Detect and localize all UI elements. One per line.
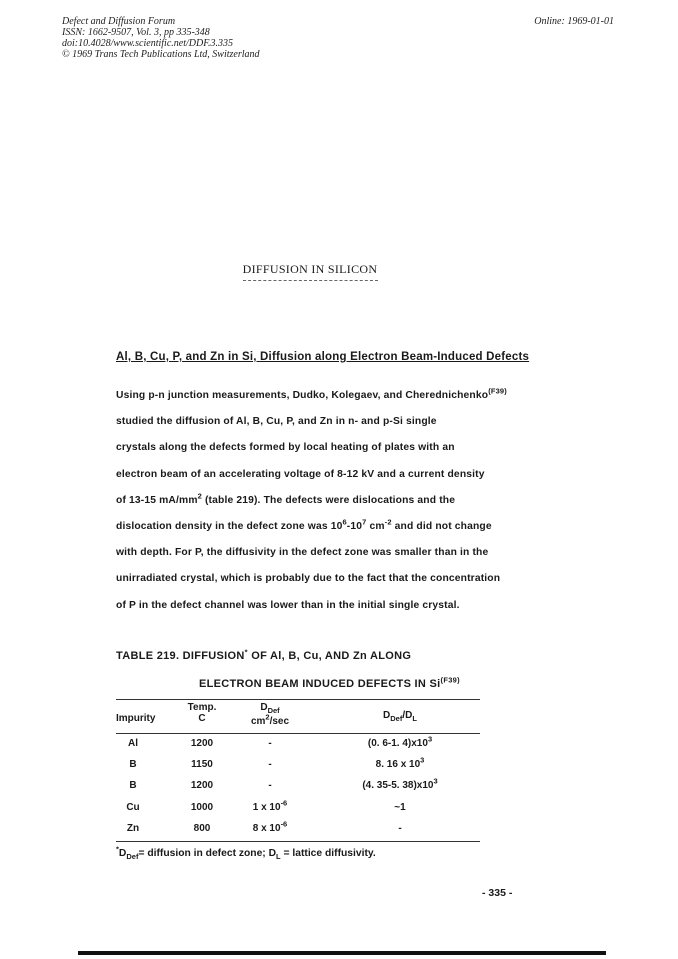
journal-header <box>62 16 260 60</box>
col-header-temp: Temp. C <box>187 702 217 724</box>
table-cell-impurity: Al <box>128 738 138 749</box>
table-cell-ratio: 8. 16 x $10^3$ <box>375 755 425 770</box>
para-line: with depth. For P, the diffusivity in the defect zone was smaller than in the <box>116 547 489 559</box>
para-line: crystals along the defects formed by local heating of plates with an <box>116 442 455 454</box>
reference-marker: (F39) <box>488 386 507 396</box>
table-cell-impurity: Zn <box>126 823 140 834</box>
table-cell-ratio: - <box>398 823 402 834</box>
col-header-impurity: Impurity <box>116 713 156 724</box>
para-line: Using p-n junction measurements, Dudko, Kolegaev, and Cherednichenko$^{(F39)}$ <box>116 386 507 401</box>
body-paragraph <box>116 383 586 619</box>
section-heading: Al, B, Cu, P, and Zn in Si, Diffusion along Electron Beam-Induced Defects <box>116 351 530 363</box>
table-bottom-rule <box>116 841 480 842</box>
page-title: DIFFUSION IN SILICON <box>242 262 378 276</box>
journal-name: Defect and Diffusion Forum <box>62 16 176 27</box>
table-cell-ddef: - <box>268 780 272 791</box>
journal-issn: ISSN: 1662-9507, Vol. 3, pp 335-348 <box>62 27 210 38</box>
table-cell-impurity: B <box>129 759 137 770</box>
table-cell-ratio: (0. 6-1. $4)x10^3$ <box>367 734 433 749</box>
journal-copyright: © 1969 Trans Tech Publications Ltd, Switzerland <box>62 49 260 60</box>
table-cell-temp: 800 <box>193 823 211 834</box>
title-underline <box>243 280 378 282</box>
table-cell-ddef: - <box>268 738 272 749</box>
para-line: unirradiated crystal, which is probably due to the fact that the concentration <box>116 573 501 585</box>
para-line: of P in the defect channel was lower than in the initial single crystal. <box>116 599 460 611</box>
table-cell-ratio: (4. 35-5. $38)x10^3$ <box>362 776 438 791</box>
para-line: studied the diffusion of Al, B, Cu, P, and Zn in n- and p-Si single <box>116 416 437 428</box>
table-cell-ddef: 1 x $10^{-6}$ <box>252 798 288 813</box>
para-line: of 13-15 $mA/mm^2$ (table 219). The defects were dislocations and the <box>116 491 456 506</box>
table-caption-line2: ELECTRON BEAM INDUCED DEFECTS IN $Si^{(F39)}$ <box>199 675 460 690</box>
para-line: electron beam of an accelerating voltage of 8-12 kV and a current density <box>116 468 485 480</box>
scan-edge-bar <box>78 951 606 955</box>
table-cell-ddef: 8 x $10^{-6}$ <box>252 819 288 834</box>
para-line: dislocation density in the defect zone was $10^6-10^7$ $cm^{-2}$ and did not change <box>116 517 492 533</box>
table-cell-impurity: B <box>129 780 137 791</box>
col-header-ddef: $D_{Def}$ $cm^2/\sec$ <box>250 702 290 727</box>
table-cell-temp: 1200 <box>190 738 214 749</box>
table-cell-temp: 1200 <box>190 780 214 791</box>
table-footnote: $^*D_{Def}=$ diffusion in defect zone; $D_L$ = lattice diffusivity. <box>116 844 376 862</box>
table-cell-temp: 1000 <box>190 802 214 813</box>
table-header-rule <box>116 733 480 734</box>
table-cell-ratio: ~1 <box>394 802 406 813</box>
table-top-rule <box>116 699 480 700</box>
table-cell-ddef: - <box>268 759 272 770</box>
table-cell-temp: 1150 <box>191 759 213 770</box>
online-date: Online: 1969-01-01 <box>534 16 614 27</box>
journal-doi[interactable]: doi:10.4028/www.scientific.net/DDF.3.335 <box>62 38 234 49</box>
page-number: - 335 - <box>482 887 513 899</box>
col-header-ratio: $D_{Def}/D_L$ <box>383 710 417 723</box>
table-cell-impurity: Cu <box>126 802 140 813</box>
table-caption: TABLE 219. DIFFUSION* OF Al, B, Cu, AND Zn ALONG <box>116 647 412 662</box>
